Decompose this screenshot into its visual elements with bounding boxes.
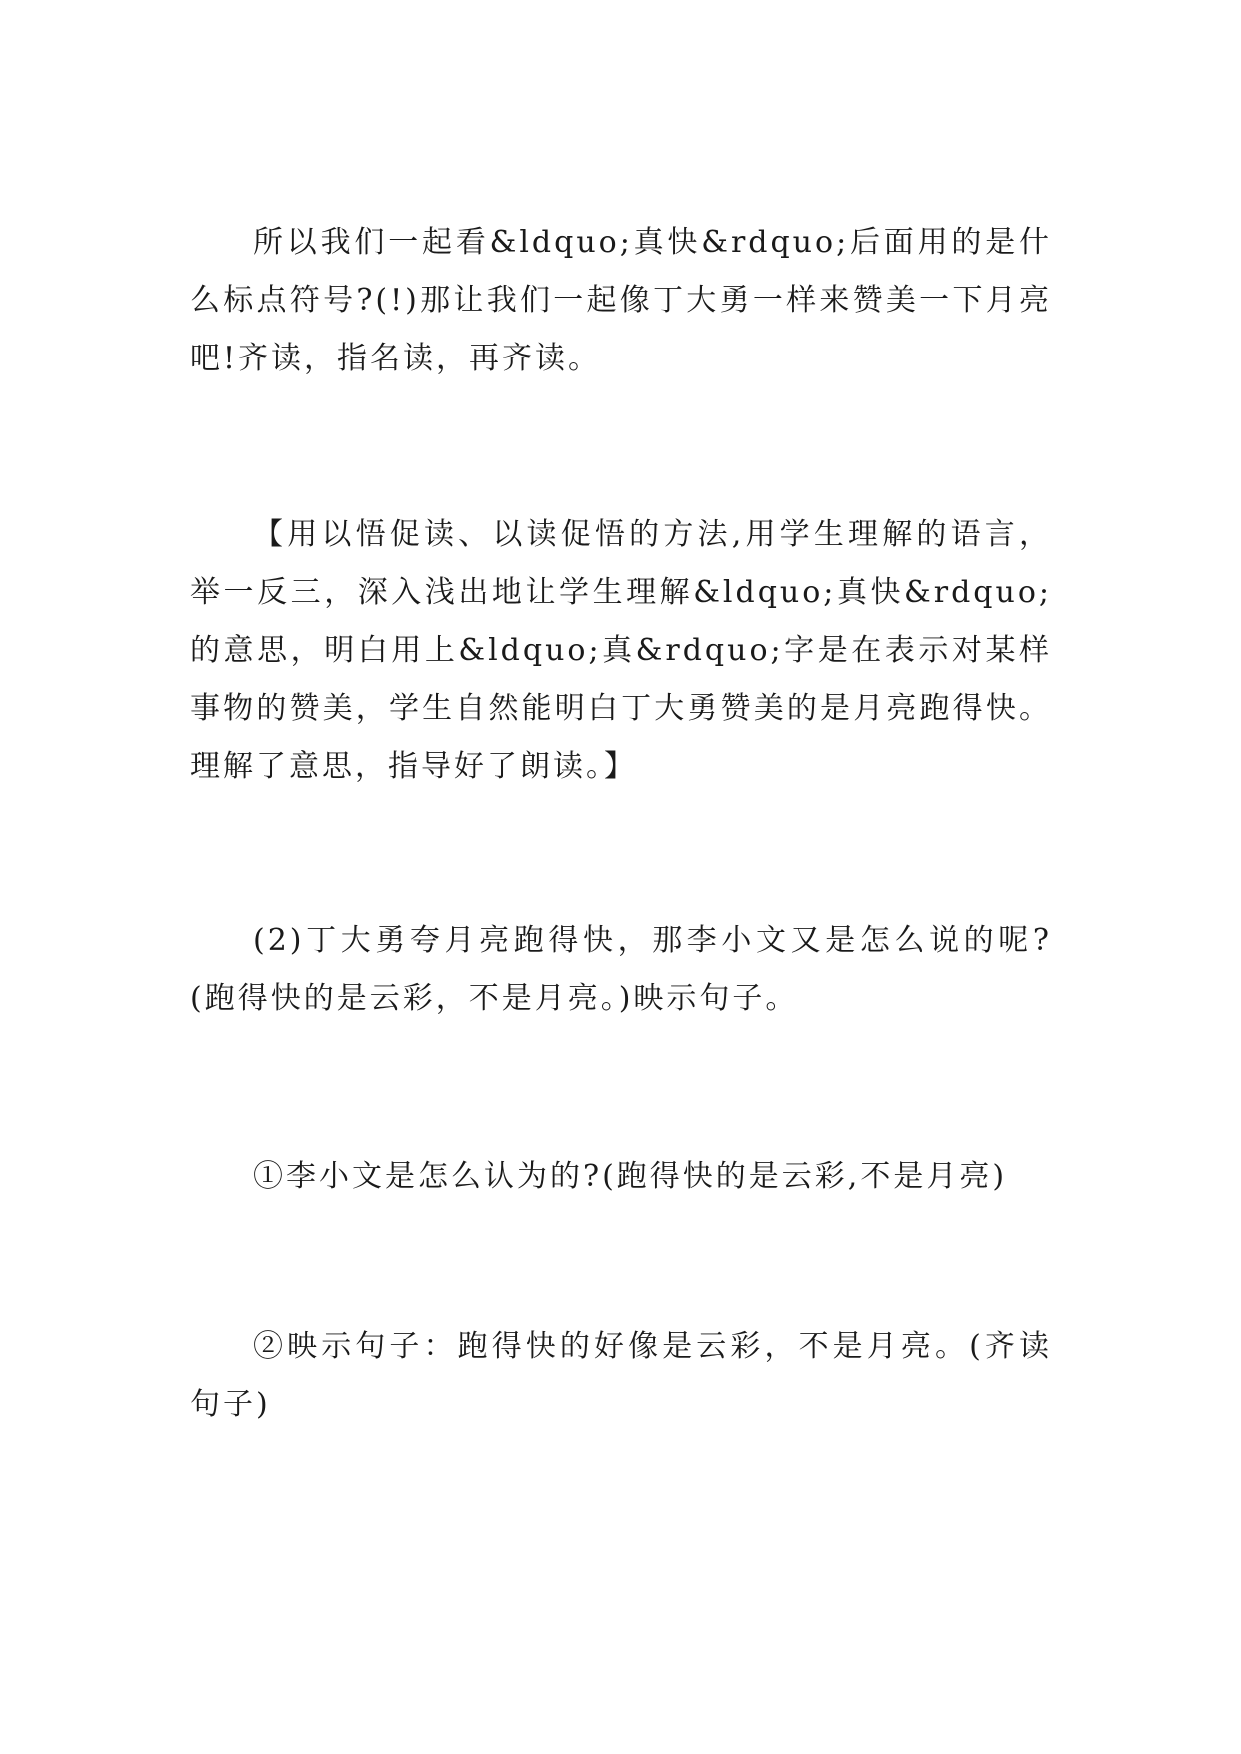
paragraph-punctuation-question: 所以我们一起看&ldquo;真快&rdquo;后面用的是什么标点符号?(!)那让我们一起像丁大勇一样来赞美一下月亮吧!齐读，指名读，再齐读。 (190, 225, 1052, 376)
paragraph-item-2: ②映示句子：跑得快的好像是云彩，不是月亮。(齐读句子) (190, 1329, 1052, 1422)
paragraph-item-1: ①李小文是怎么认为的?(跑得快的是云彩,不是月亮) (253, 1159, 1008, 1194)
paragraph-teaching-note: 【用以悟促读、以读促悟的方法,用学生理解的语言，举一反三，深入浅出地让学生理解&ldquo;真快&rdquo;的意思，明白用上&ldquo;真&rdquo;字是在表示对某样事物的赞美，学生自然能明白丁大勇赞美的是月亮跑得快。理解了意思，指导好了朗读。】 (190, 517, 1052, 784)
paragraph-li-xiaowen-question: (2)丁大勇夸月亮跑得快，那李小文又是怎么说的呢?(跑得快的是云彩，不是月亮。)映示句子。 (190, 923, 1052, 1016)
